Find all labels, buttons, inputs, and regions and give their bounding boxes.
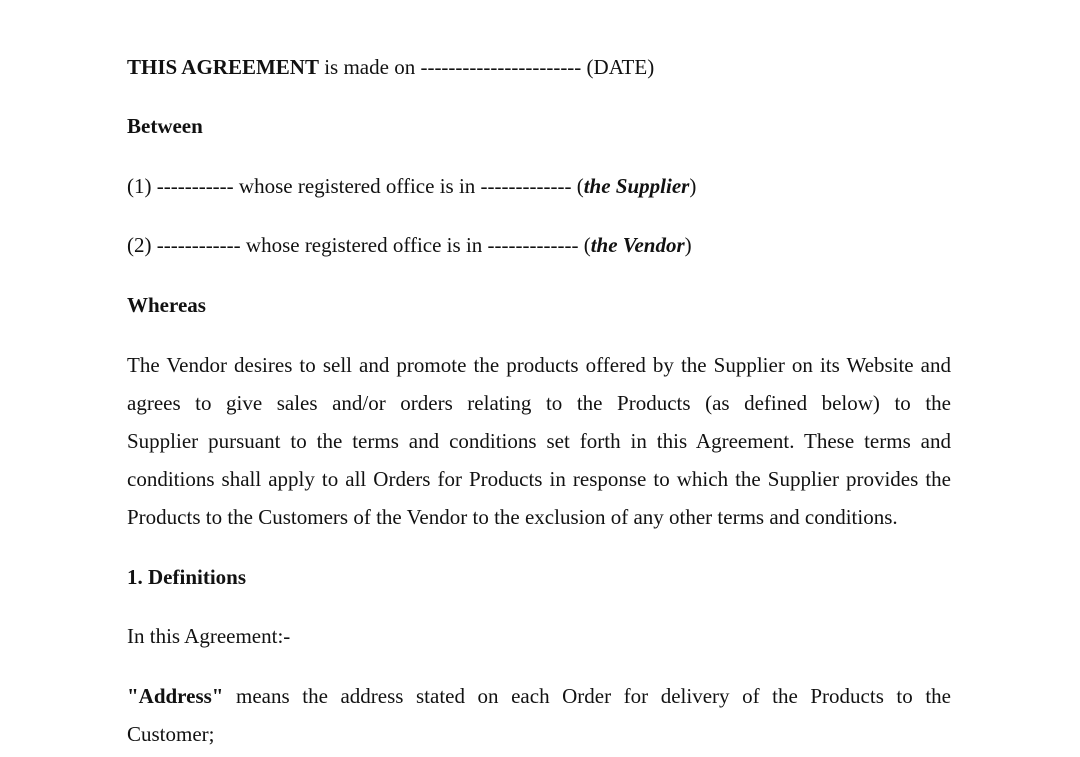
whereas-line: Products to the Customers of the Vendor to the exclusion of any other terms and conditions. bbox=[127, 505, 898, 529]
whereas-line: agrees to give sales and/or orders relating to the Products (as defined below) to the bbox=[127, 391, 951, 415]
agreement-intro-date: is made on ----------------------- (DATE) bbox=[318, 55, 655, 79]
agreement-intro bbox=[127, 55, 654, 79]
whereas-line: Supplier pursuant to the terms and conditions set forth in this Agreement. These terms and bbox=[127, 429, 951, 453]
address-definition-line: Customer; bbox=[127, 722, 215, 746]
definitions-intro: In this Agreement:- bbox=[127, 624, 291, 648]
party-2-prefix: (2) ------------ whose registered office is in ------------- ( bbox=[127, 233, 591, 257]
party-2-suffix: ) bbox=[684, 233, 692, 257]
whereas-heading: Whereas bbox=[127, 293, 206, 317]
party-1-role: the Supplier bbox=[583, 174, 690, 198]
definitions-heading: 1. Definitions bbox=[127, 565, 247, 589]
whereas-line: conditions shall apply to all Orders for Products in response to which the Supplier provides the bbox=[127, 467, 951, 491]
address-definition-line bbox=[127, 677, 951, 715]
party-1 bbox=[127, 174, 696, 198]
address-definition-text: means the address stated on each Order for delivery of the Products to the bbox=[223, 684, 951, 708]
party-2-role: the Vendor bbox=[590, 233, 685, 257]
address-term: "Address" bbox=[127, 684, 224, 708]
between-heading: Between bbox=[127, 114, 203, 138]
party-1-prefix: (1) ----------- whose registered office is in ------------- ( bbox=[127, 174, 584, 198]
whereas-paragraph bbox=[127, 346, 951, 536]
party-2 bbox=[127, 233, 692, 257]
agreement-intro-bold: THIS AGREEMENT bbox=[127, 55, 319, 79]
whereas-line: The Vendor desires to sell and promote the products offered by the Supplier on its Website and bbox=[127, 353, 951, 377]
party-1-suffix: ) bbox=[689, 174, 697, 198]
address-definition bbox=[127, 677, 951, 753]
